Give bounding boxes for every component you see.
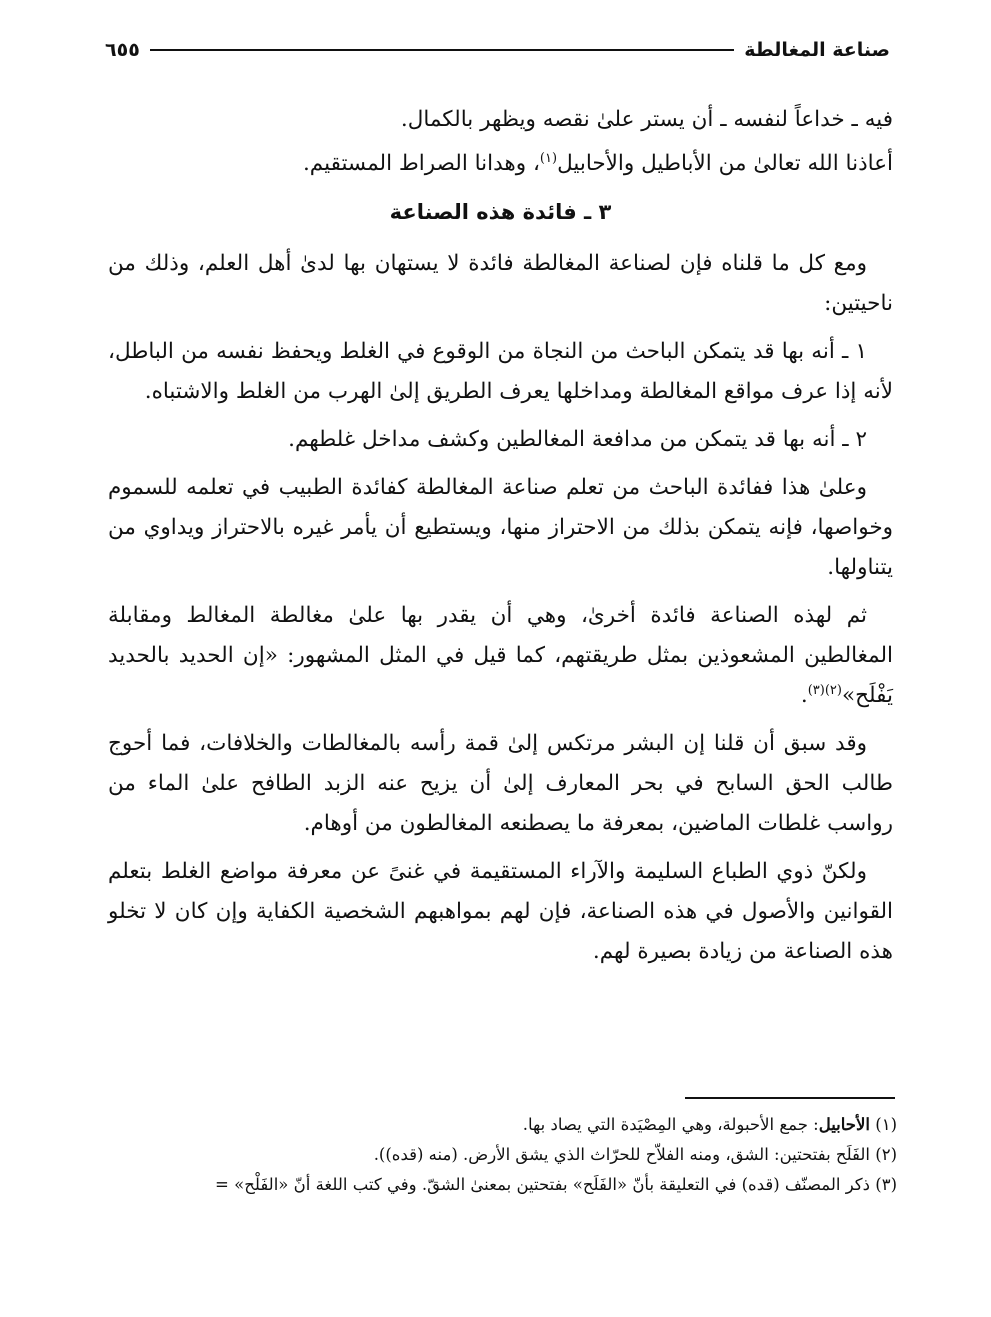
section-heading: ٣ ـ فائدة هذه الصناعة	[389, 200, 612, 224]
footnote-ref: (١)	[539, 150, 558, 166]
paragraph-text: .	[800, 683, 808, 708]
footnote-2	[105, 1140, 897, 1170]
running-title: صناعة المغالطة	[744, 39, 890, 61]
footnote-separator	[685, 1097, 895, 1099]
footnote-number: (١)	[875, 1115, 897, 1134]
footnote-3	[105, 1170, 897, 1200]
paragraph	[108, 596, 893, 716]
footnote-text: الفَلَح بفتحتين: الشق، ومنه الفلاّح للحرّاث الذي يشق الأرض. (منه (قده)).	[373, 1145, 870, 1164]
paragraph: ومع كل ما قلناه فإن لصناعة المغالطة فائدة لا يستهان بها لدىٰ أهل العلم، وذلك من ناحيتين:	[108, 251, 893, 316]
footnote-1	[105, 1110, 897, 1140]
paragraph: فيه ـ خداعاً لنفسه ـ أن يستر علىٰ نقصه ويظهر بالكمال.	[400, 107, 893, 132]
footnote-ref: (٢)(٣)	[807, 682, 842, 698]
paragraph-text: أعاذنا الله تعالىٰ من الأباطيل والأحابيل	[557, 151, 893, 176]
paragraph-text: ، وهدانا الصراط المستقيم.	[302, 151, 540, 176]
main-text	[108, 100, 893, 980]
list-item: ١ ـ أنه بها قد يتمكن الباحث من النجاة من الوقوع في الغلط ويحفظ نفسه من الباطل، لأنه إذا عرف مواقع المغالطة ومداخلها يعرف الطريق إلىٰ الهرب من الغلط والاشتباه.	[108, 339, 893, 404]
footnote-text: : جمع الأحبولة، وهي المِصْيَدة التي يصاد بها.	[522, 1115, 819, 1134]
paragraph	[108, 144, 893, 184]
footnote-number: (٣)	[875, 1175, 897, 1194]
paragraph: ولكنّ ذوي الطباع السليمة والآراء المستقيمة في غنىً عن معرفة مواضع الغلط بتعلم القوانين والأصول في هذه الصناعة، فإن لهم بمواهبهم الشخصية الكفاية وإن كان لا تخلو هذه الصناعة من زيادة بصيرة لهم.	[108, 859, 893, 964]
header-rule	[150, 49, 734, 51]
footnote-term: الأحابيل	[818, 1115, 870, 1134]
running-header	[105, 30, 890, 70]
footnote-text: ذكر المصنّف (قده) في التعليقة بأنّ «الفَلَح» بفتحتين بمعنىٰ الشقّ. وفي كتب اللغة أنّ «الفَلْح» =	[215, 1175, 870, 1194]
page-number: ٦٥٥	[105, 39, 140, 61]
paragraph: وعلىٰ هذا ففائدة الباحث من تعلم صناعة المغالطة كفائدة الطبيب في تعلمه للسموم وخواصها، فإنه يتمكن بذلك من الاحتراز منها، ويستطيع أن يأمر غيره بالاحتراز ويداوي من يتناولها.	[108, 475, 893, 580]
footnote-number: (٢)	[875, 1145, 897, 1164]
list-item: ٢ ـ أنه بها قد يتمكن من مدافعة المغالطين وكشف مداخل غلطهم.	[288, 427, 867, 452]
paragraph-text: ثم لهذه الصناعة فائدة أخرىٰ، وهي أن يقدر بها علىٰ مغالطة المغالط ومقابلة المغالطين المشعوذين بمثل طريقتهم، كما قيل في المثل المشهور: «إن الحديد بالحديد يَفْلَح»	[108, 603, 893, 708]
footnotes	[105, 1110, 897, 1200]
paragraph: وقد سبق أن قلنا إن البشر مرتكس إلىٰ قمة رأسه بالمغالطات والخلافات، فما أحوج طالب الحق السابح في بحر المعارف إلىٰ أن يزيح عنه الزبد الطافح علىٰ الماء من رواسب غلطات الماضين، بمعرفة ما يصطنعه المغالطون من أوهام.	[108, 731, 893, 836]
